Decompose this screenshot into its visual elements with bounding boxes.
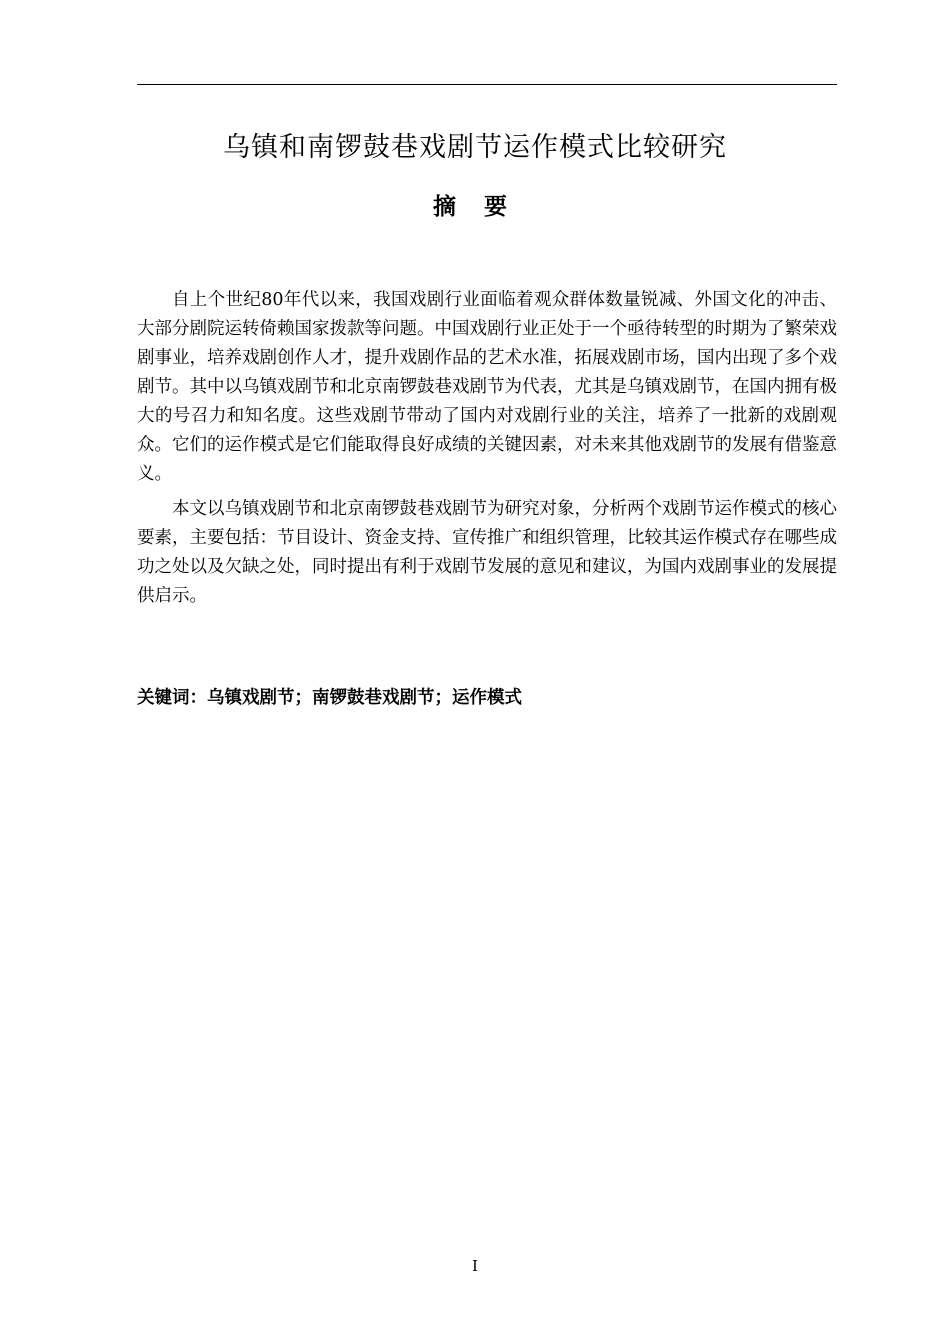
abstract-body [137,286,837,617]
header-rule [137,84,837,85]
abstract-paragraph-1: 自上个世纪80年代以来，我国戏剧行业面临着观众群体数量锐减、外国文化的冲击、大部分剧院运转倚赖国家拨款等问题。中国戏剧行业正处于一个亟待转型的时期为了繁荣戏剧事业，培养戏剧创作人才，提升戏剧作品的艺术水准，拓展戏剧市场，国内出现了多个戏剧节。其中以乌镇戏剧节和北京南锣鼓巷戏剧节为代表，尤其是乌镇戏剧节，在国内拥有极大的号召力和知名度。这些戏剧节带动了国内对戏剧行业的关注，培养了一批新的戏剧观众。它们的运作模式是它们能取得良好成绩的关键因素，对未来其他戏剧节的发展有借鉴意义。 [137,290,837,484]
abstract-paragraph-2: 本文以乌镇戏剧节和北京南锣鼓巷戏剧节为研究对象，分析两个戏剧节运作模式的核心要素，主要包括：节目设计、资金支持、宣传推广和组织管理，比较其运作模式存在哪些成功之处以及欠缺之处，同时提出有利于戏剧节发展的意见和建议，为国内戏剧事业的发展提供启示。 [137,499,837,606]
keywords-line: 关键词：乌镇戏剧节；南锣鼓巷戏剧节；运作模式 [137,688,522,708]
abstract-heading: 摘 要 [432,194,517,220]
document-title: 乌镇和南锣鼓巷戏剧节运作模式比较研究 [223,132,727,163]
page-number: I [472,1257,478,1275]
